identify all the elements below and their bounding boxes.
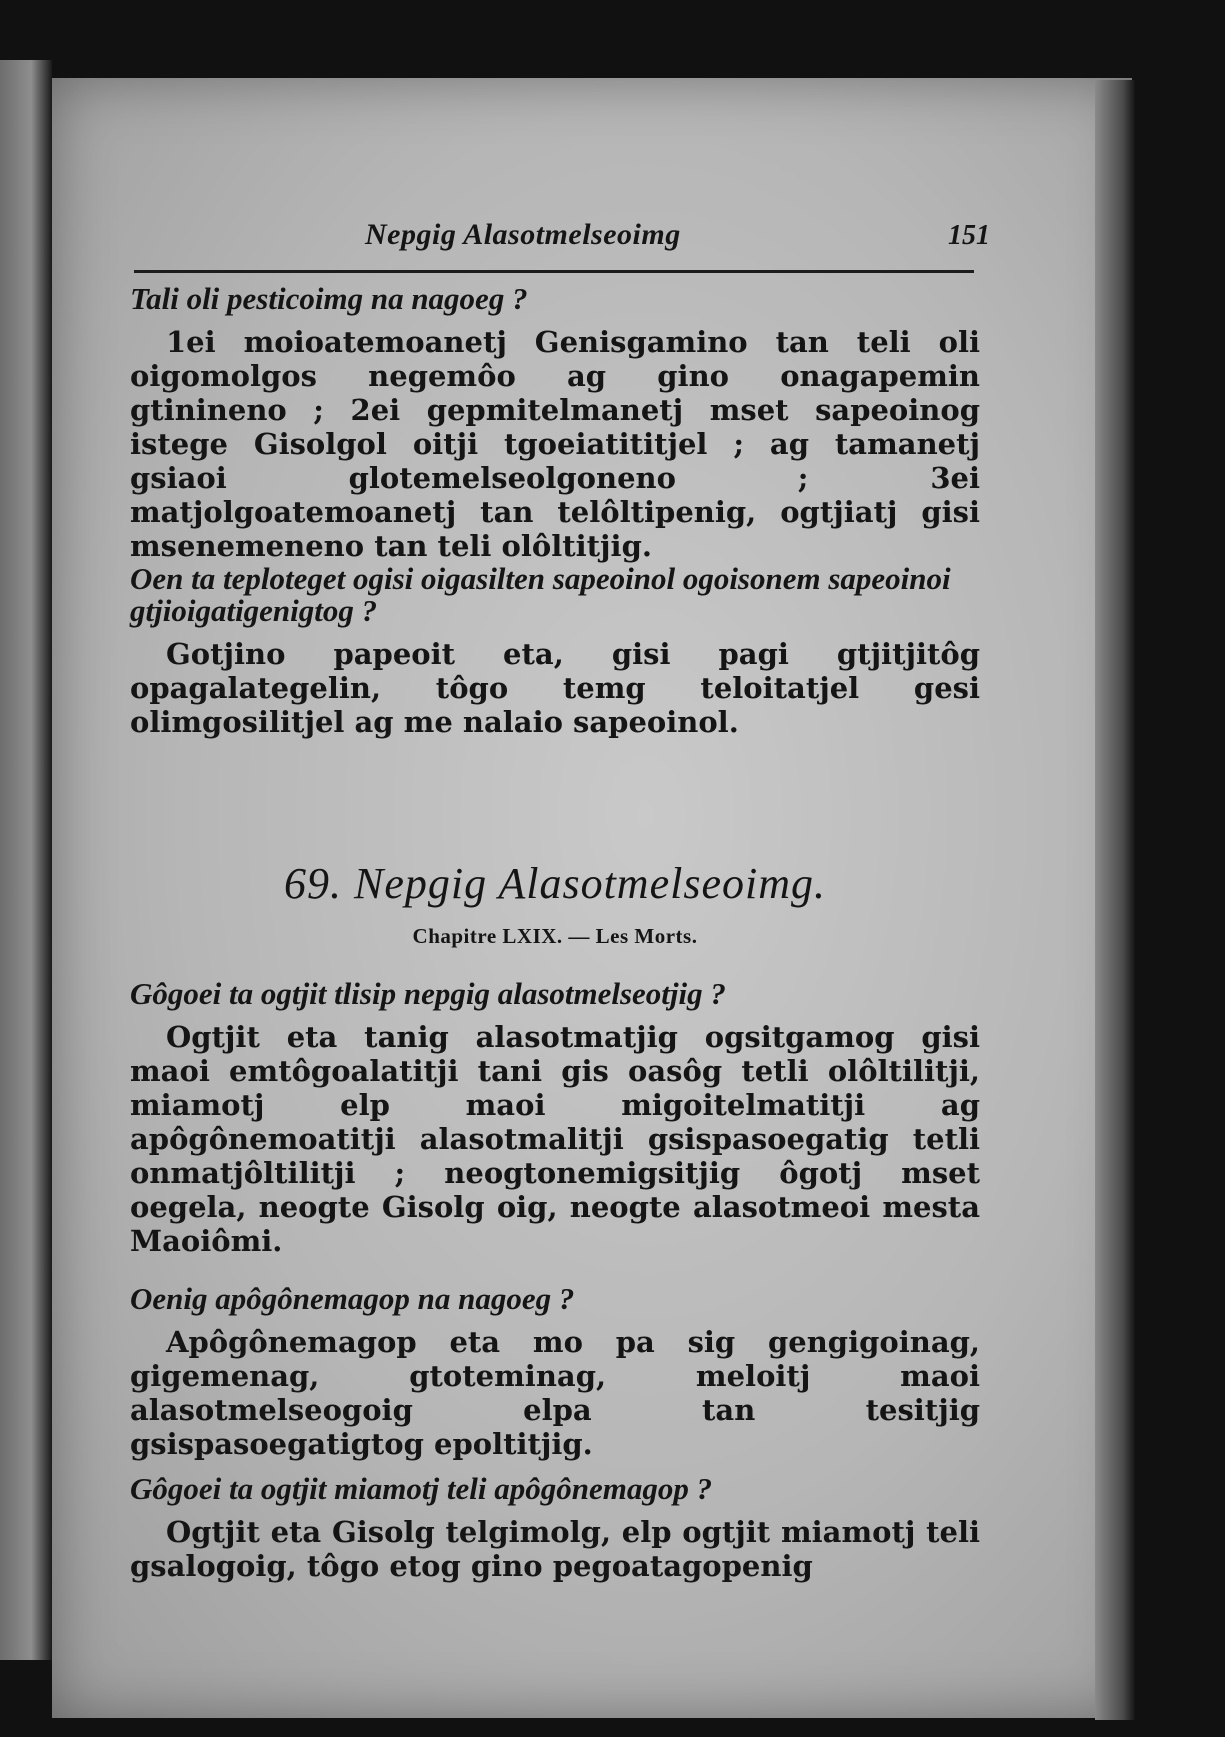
answer-text: Ogtjit eta Gisolg telgimolg, elp ogtjit miamotj teli gsalogoig, tôgo etog gino pegoatagopenig	[130, 1515, 980, 1583]
question-text: Oenig apôgônemagop na nagoeg ?	[130, 1281, 575, 1316]
answer-text: 1ei moioatemoanetj Genisgamino tan teli oli oigomolgos negemôo ag gino onagapemin gtinineno ; 2ei gepmitelmanetj mset sapeoinog istege Gisolgol oitji tgoeiatititjel ; ag tamanetj gsiaoi glotemelseolgoneno ; 3ei matjolgoatemoanetj tan telôltipenig, ogtjiatj gisi msenemeneno tan teli olôltitjig.	[130, 325, 980, 563]
chapter-title: 69. Nepgig Alasotmelseoimg.	[284, 859, 826, 908]
answer-text: Gotjino papeoit eta, gisi pagi gtjitjitôg opagalategelin, tôgo temg teloitatjel gesi olimgosilitjel ag me nalaio sapeoinol.	[130, 637, 980, 739]
running-header-title: Nepgig Alasotmelseoimg	[365, 218, 681, 251]
qa-block-2	[130, 563, 980, 739]
qa-block-5	[130, 1473, 980, 1583]
chapter-subtitle: Chapitre LXIX. — Les Morts.	[412, 924, 698, 948]
answer-text: Apôgônemagop eta mo pa sig gengigoinag, gigemenag, gtoteminag, meloitj maoi alasotmelseogoig elpa tan tesitjig gsispasoegatigtog epoltitjig.	[130, 1325, 980, 1461]
question-text: Gôgoei ta ogtjit tlisip nepgig alasotmelseotjig ?	[130, 976, 726, 1011]
question-text: Oen ta teploteget ogisi oigasilten sapeoinol ogoisonem sapeoinoi gtjioigatigenigtog ?	[130, 561, 951, 628]
question-text: Gôgoei ta ogtjit miamotj teli apôgônemagop ?	[130, 1471, 713, 1506]
previous-page-edge	[0, 60, 52, 1660]
qa-block-3	[130, 978, 980, 1258]
header-rule	[134, 270, 974, 273]
running-header	[130, 218, 990, 268]
qa-block-1	[130, 283, 980, 563]
page-number: 151	[948, 220, 990, 251]
answer-text: Ogtjit eta tanig alasotmatjig ogsitgamog gisi maoi emtôgoalatitji tani gis oasôg tetli olôltilitji, miamotj elp maoi migoitelmatitji ag apôgônemoatitji alasotmalitji gsispasoegatig tetli onmatjôltilitji ; neogtonemigsitjig ôgotj mset oegela, neogte Gisolg oig, neogte alasotmeoi mesta Maoiômi.	[130, 1020, 980, 1258]
question-text: Tali oli pesticoimg na nagoeg ?	[130, 281, 528, 316]
book-page	[52, 78, 1132, 1718]
qa-block-4	[130, 1283, 980, 1461]
binding-gutter	[1095, 80, 1135, 1720]
